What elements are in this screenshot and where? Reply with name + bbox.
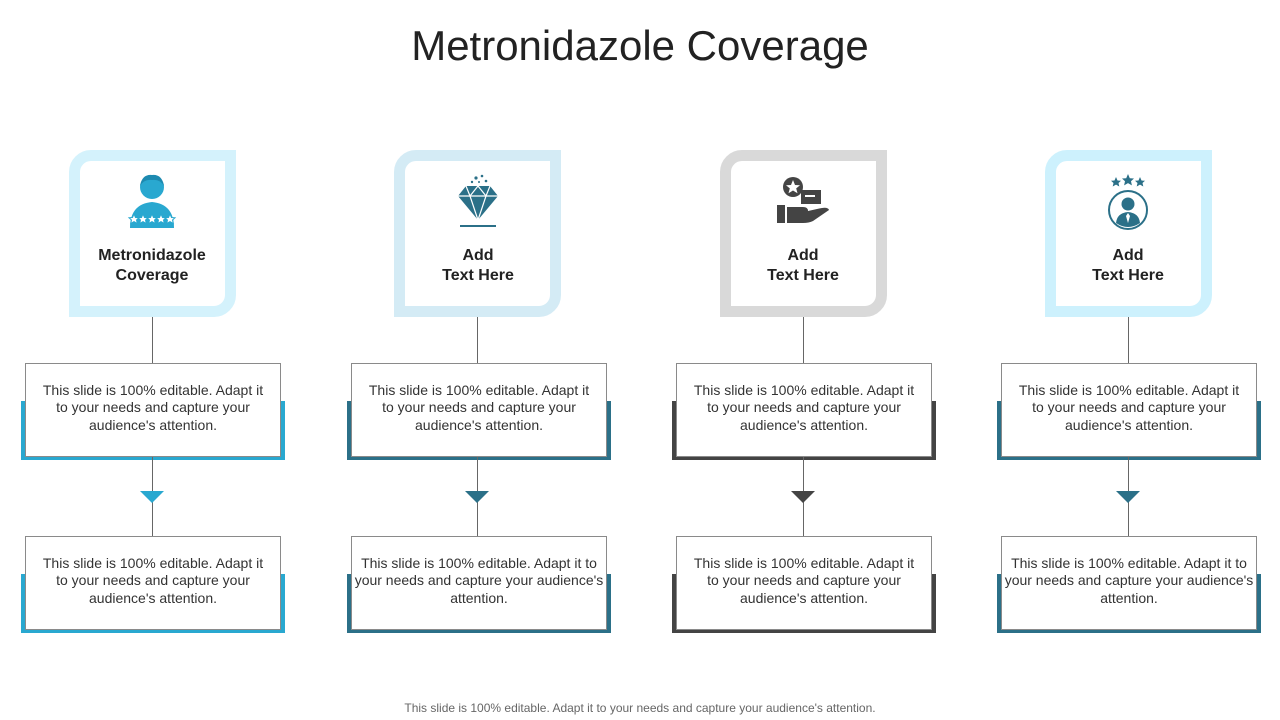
arrow-down-icon [140,491,164,503]
text-box-bottom [25,536,281,630]
hand-holding-box-star-icon [773,172,833,232]
customer-rating-person-icon [122,172,182,232]
arrow-down-icon [465,491,489,503]
text-box-top [351,363,607,457]
text-box-bottom [1001,536,1257,630]
text-box-top [676,363,932,457]
column-3 [667,0,937,720]
text-box-top [1001,363,1257,457]
footer-note: This slide is 100% editable. Adapt it to your needs and capture your audience's attention. [404,701,876,715]
arrow-down-icon [791,491,815,503]
diamond-icon [448,172,508,232]
arrow-down-icon [1116,491,1140,503]
connector-line [1128,317,1129,363]
connector-line [477,317,478,363]
card-label: Add Text Here [1092,247,1164,284]
text-box-text: This slide is 100% editable. Adapt it to your needs and capture your audience's attention. [1001,363,1257,457]
card-label: Metronidazole Coverage [98,247,206,284]
text-box-text: This slide is 100% editable. Adapt it to your needs and capture your audience's attention. [1001,536,1257,630]
text-box-bottom [676,536,932,630]
text-box-text: This slide is 100% editable. Adapt it to your needs and capture your audience's attention. [676,536,932,630]
column-4 [993,0,1263,720]
text-box-bottom [351,536,607,630]
connector-line [152,317,153,363]
text-box-text: This slide is 100% editable. Adapt it to your needs and capture your audience's attention. [351,363,607,457]
column-2 [342,0,612,720]
card-label: Add Text Here [767,247,839,284]
text-box-top [25,363,281,457]
text-box-text: This slide is 100% editable. Adapt it to your needs and capture your audience's attention. [25,363,281,457]
connector-line [803,317,804,363]
text-box-text: This slide is 100% editable. Adapt it to your needs and capture your audience's attention. [351,536,607,630]
slide-title: Metronidazole Coverage [411,22,869,69]
column-1 [17,0,287,720]
card-label: Add Text Here [442,247,514,284]
text-box-text: This slide is 100% editable. Adapt it to your needs and capture your audience's attention. [25,536,281,630]
text-box-text: This slide is 100% editable. Adapt it to your needs and capture your audience's attention. [676,363,932,457]
employee-three-stars-icon [1098,172,1158,232]
